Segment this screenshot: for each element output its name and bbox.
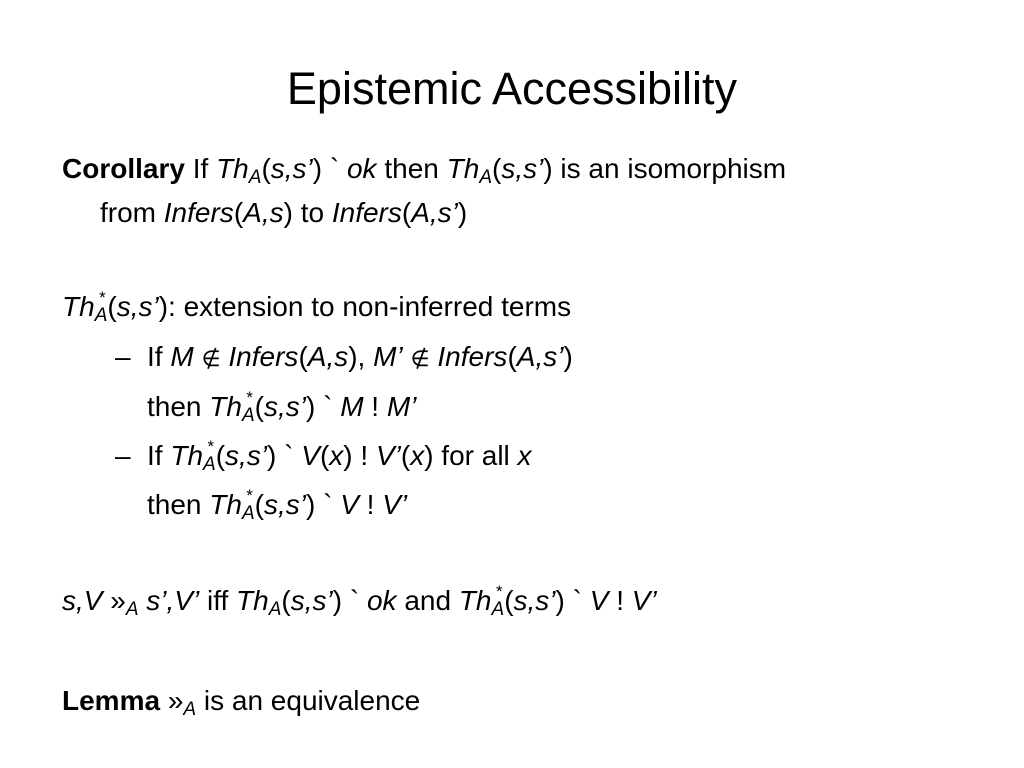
lemma-line: Lemma $»_A$ is an equivalence [62, 685, 421, 720]
corollary-line-2: from Infers(A,s) to Infers(A,s’) [100, 197, 468, 228]
bullet-2-condition: – If $Th_A^*(s,s’)$ ` V(x) ! V’(x) for all x [115, 437, 532, 475]
extension-heading: $Th_A^*(s,s’)$: extension to non-inferred terms [62, 288, 572, 326]
slide-title: Epistemic Accessibility [286, 63, 738, 114]
bullet-1-condition: – If M ∉ Infers(A,s), M’ ∉ Infers(A,s’) [115, 341, 573, 372]
bullet-dash: – [115, 341, 131, 372]
accessibility-definition: s,V $»_A$ s’,V’ iff $Th_A(s,s’)$ ` ok and $Th_A^*(s,s’)$ ` V ! V’ [62, 582, 657, 620]
corollary-label: Corollary [62, 153, 185, 184]
bullet-dash: – [115, 440, 131, 471]
corollary-line-1: Corollary If $Th_A(s,s’)$ ` ok then $Th_A(s,s’)$ is an isomorphism [62, 153, 787, 188]
bullet-1-consequence: then $Th_A^*(s,s’)$ ` M ! M’ [147, 388, 417, 426]
bullet-2-consequence: then $Th_A^*(s,s’)$ ` V ! V’ [147, 486, 408, 524]
lemma-label: Lemma [62, 685, 161, 716]
